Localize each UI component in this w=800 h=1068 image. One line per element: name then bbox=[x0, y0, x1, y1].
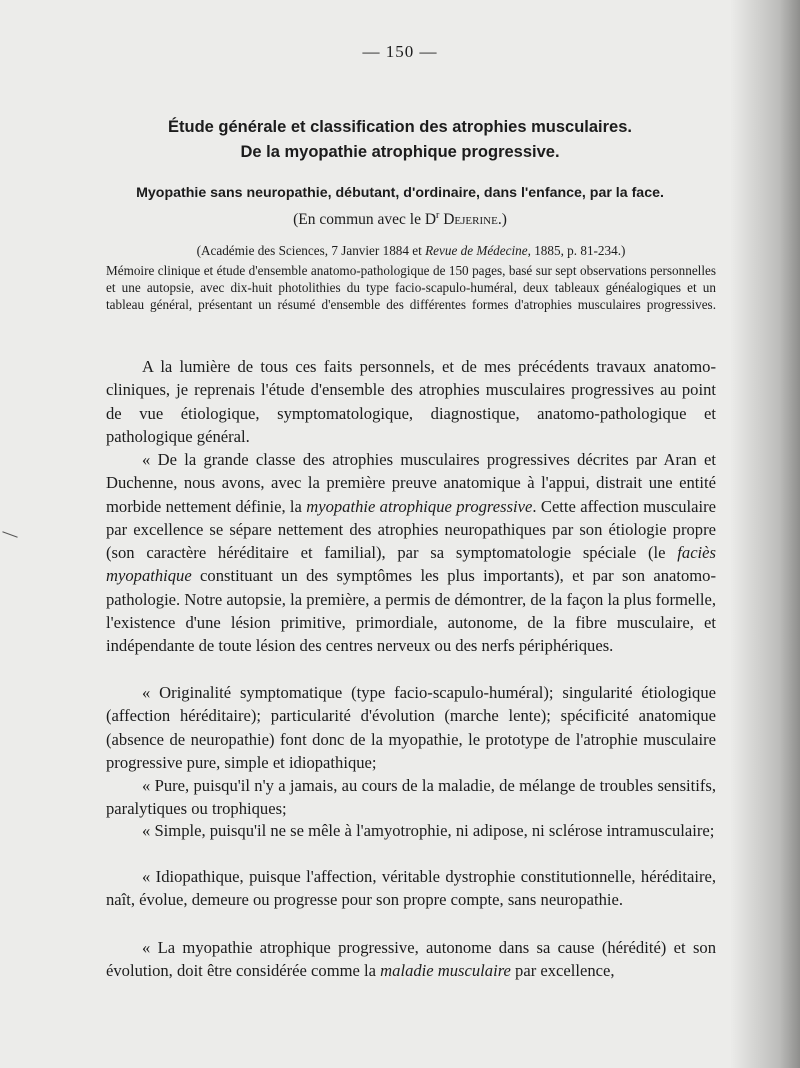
summary-paragraph: Mémoire clinique et étude d'ensemble anatomo-pathologique de 150 pages, basé sur sept observations personnelles et une autopsie, avec dix-huit photolithies du type facio-scapulo-huméral, deux tableaux généalogiques et un tableau général, présentant un résumé d'ensemble des différentes formes d'atrophies musculaires progressives. bbox=[106, 263, 716, 312]
coauthor-sup: r bbox=[436, 210, 440, 221]
paragraph-7-emphasis: maladie musculaire bbox=[380, 961, 511, 981]
reference-line bbox=[106, 242, 716, 259]
paragraph-5: « Simple, puisqu'il ne se mêle à l'amyotrophie, ni adipose, ni sclérose intramusculaire; bbox=[142, 821, 715, 840]
coauthor-prefix: (En commun avec le D bbox=[293, 211, 437, 229]
page-number: — 150 — bbox=[362, 42, 438, 61]
paragraph-2-part-c: constituant un des symptômes les plus importants), et par son anatomo-pathologie. Notre autopsie, la première, a permis de démontrer, de la façon la plus formelle, l'existence d'une lésion primitive, primordiale, autonome, de la fibre musculaire, et indépendante de toute lésion des centres nerveux ou des nerfs périphériques. bbox=[106, 566, 716, 656]
coauthor-suffix: .) bbox=[497, 211, 507, 229]
paragraph-1: A la lumière de tous ces faits personnels, et de mes précédents travaux anatomo-cliniques, je reprenais l'étude d'ensemble des atrophies musculaires progressives au point de vue étiologique, symptomatologique, diagnostique, anatomo-pathologique et pathologique général. bbox=[106, 357, 716, 446]
subtitle: Myopathie sans neuropathie, débutant, d'ordinaire, dans l'enfance, par la face. bbox=[136, 185, 664, 201]
paragraph-7-part-a: « La myopathie atrophique progressive, autonome dans sa cause (hérédité) et son évolution, doit être considérée comme la bbox=[106, 938, 716, 981]
paragraph-2-part-b: . Cette affection musculaire par excellence se sépare nettement des atrophies neuropathiques par son étiologie propre (son caractère héréditaire et familial), par sa symptomatologie spéciale (le bbox=[106, 496, 717, 563]
paragraph-7 bbox=[106, 936, 716, 983]
paragraph-2-emphasis-1: myopathie atrophique progressive bbox=[306, 496, 533, 516]
paragraph-3: « Originalité symptomatique (type facio-scapulo-huméral); singularité étiologique (affection héréditaire); particularité d'évolution (marche lente); spécificité anatomique (absence de neuropathie) font donc de la myopathie, le prototype de l'atrophie musculaire progressive pure, simple et idiopathique; bbox=[106, 683, 716, 772]
paragraph-7-part-b: par excellence, bbox=[510, 961, 615, 981]
title-line-2: De la myopathie atrophique progressive. bbox=[240, 143, 560, 161]
paragraph-6: « Idiopathique, puisque l'affection, véritable dystrophie constitutionnelle, héréditaire, naît, évolue, demeure ou progresse pour son propre compte, sans neuropathie. bbox=[106, 867, 716, 910]
paragraph-2-emphasis-2: faciès myopathique bbox=[106, 543, 716, 586]
coauthor-line bbox=[0, 210, 800, 229]
paragraph-4: « Pure, puisqu'il n'y a jamais, au cours de la maladie, de mélange de troubles sensitifs, paralytiques ou trophiques; bbox=[106, 776, 716, 819]
margin-mark bbox=[2, 531, 17, 537]
paragraph-2 bbox=[106, 448, 716, 658]
reference-journal: Revue de Médecine bbox=[425, 243, 528, 258]
reference-prefix: (Académie des Sciences, 7 Janvier 1884 et bbox=[196, 243, 426, 258]
title-line-1: Étude générale et classification des atrophies musculaires. bbox=[167, 118, 632, 136]
paragraph-2-part-a: « De la grande classe des atrophies musculaires progressives décrites par Aran et Duchenne, nous avons, avec la première preuve anatomique à l'appui, distrait une entité morbide nettement définie, la bbox=[106, 450, 716, 516]
reference-suffix: , 1885, p. 81-234.) bbox=[527, 243, 626, 258]
coauthor-name: Dejerine bbox=[443, 211, 498, 229]
